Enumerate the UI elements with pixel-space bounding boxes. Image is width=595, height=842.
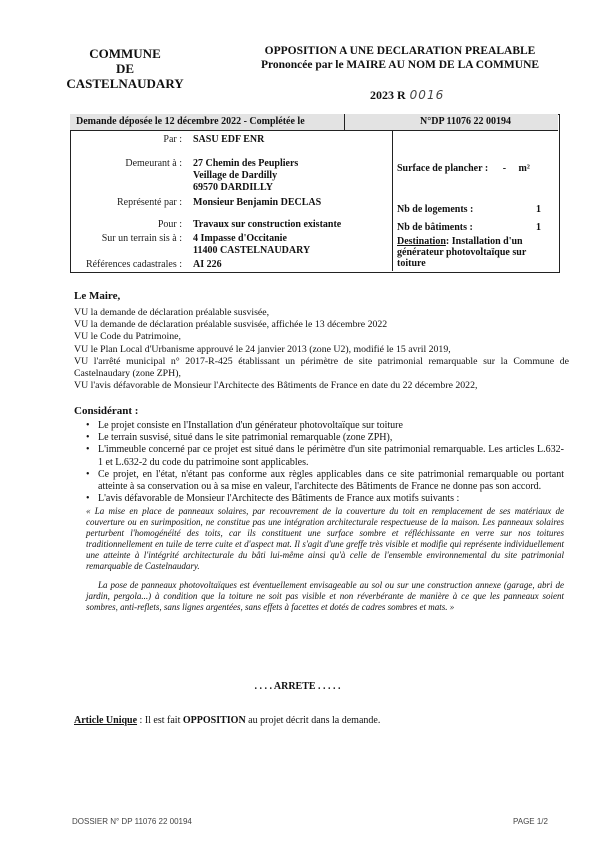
consideration-item: • Ce projet, en l'état, n'étant pas conforme aux règles applicables dans ce site patrimonial remarquable ou portant atteinte à sa conservation ou à sa mise en valeur, l'architecte des Bâtiments de France ne donne pas son accord. [98, 469, 564, 493]
site-line-2: 11400 CASTELNAUDARY [193, 245, 311, 256]
decision-year: 2023 R [370, 88, 406, 102]
consideration-item: • Le terrain susvisé, situé dans le site patrimonial remarquable (zone ZPH), [98, 432, 564, 444]
legal-basis-item: VU le Code du Patrimoine, [74, 331, 181, 343]
cadastral-value: AI 226 [193, 259, 222, 270]
legal-basis-item: VU le Plan Local d'Urbanisme approuvé le 24 janvier 2013 (zone U2), modifié le 15 avril 2019, [74, 343, 451, 355]
footer-file-number: DOSSIER N° DP 11076 22 00194 [72, 817, 192, 826]
representative-label: Représenté par : [117, 197, 182, 208]
purpose-value: Travaux sur construction existante [193, 219, 342, 230]
decision-title-line-2: Prononcée par le MAIRE AU NOM DE LA COMMUNE [260, 59, 540, 71]
legal-basis-item: VU l'arrêté municipal n° 2017-R-425 établissant un périmètre de site patrimonial remarquable sur la Commune de Castelnaudary (zone ZPH), [74, 355, 569, 380]
mayor-heading: Le Maire, [74, 290, 121, 302]
deposit-date: Demande déposée le 12 décembre 2022 - Complétée le [76, 116, 305, 127]
abf-opinion-quote-2: La pose de panneaux photovoltaïques est éventuellement envisageable au sol ou sur une construction annexe (garage, abri de jardin, pergola...) à condition que la toiture ne soit pas visible et non réverbérante de manière à ce que les panneaux soient sombres, anti-reflets, sans lignes argentées, sans effets à facettes et dotés de cadres sombres et mats. » [86, 580, 564, 613]
box-divider [392, 130, 393, 271]
decision-title-line-1: OPPOSITION A UNE DECLARATION PREALABLE [264, 45, 536, 57]
commune-line-3: CASTELNAUDARY [66, 76, 184, 91]
buildings-label: Nb de bâtiments : [397, 222, 473, 233]
considerations-heading: Considérant : [74, 405, 139, 417]
decree-heading: . . . . ARRETE . . . . . [254, 681, 341, 692]
address-label: Demeurant à : [125, 158, 182, 169]
legal-basis-item: VU la demande de déclaration préalable susvisée, [74, 307, 270, 318]
considerations-list [86, 420, 564, 613]
site-label: Sur un terrain sis à : [101, 233, 182, 244]
cadastral-label: Références cadastrales : [85, 259, 182, 270]
address-line-1: 27 Chemin des Peupliers [193, 158, 299, 169]
purpose-label: Pour : [157, 219, 182, 230]
application-info-header [70, 114, 558, 131]
article-text-post: au projet décrit dans la demande. [245, 715, 381, 726]
consideration-item: • L'immeuble concerné par ce projet est situé dans le périmètre d'un site patrimonial remarquable. Les articles L.632-1 et L.632-2 du code du patrimoine sont applicables. [98, 444, 564, 468]
article-unique [74, 715, 380, 726]
buildings-value: 1 [536, 222, 541, 233]
applicant-label: Par : [163, 134, 182, 145]
site-value [193, 233, 310, 257]
legal-basis-item: VU l'avis défavorable de Monsieur l'Architecte des Bâtiments de France en date du 22 décembre 2022, [74, 380, 478, 392]
article-text-pre: : Il est fait [137, 715, 183, 726]
commune-line-1: COMMUNE [89, 46, 161, 61]
site-line-1: 4 Impasse d'Occitanie [193, 233, 287, 244]
legal-basis-item: VU la demande de déclaration préalable susvisée, affichée le 13 décembre 2022 [74, 319, 388, 331]
floor-area [397, 163, 555, 174]
legal-basis-list [74, 307, 569, 392]
article-text-bold: OPPOSITION [182, 715, 246, 726]
commune-name [40, 46, 210, 91]
floor-area-unit: m² [518, 163, 530, 174]
address-line-3: 69570 DARDILLY [193, 182, 273, 193]
destination-value: : Installation d'un générateur photovoltaïque sur toiture [397, 236, 527, 269]
destination-label: Destination [397, 236, 446, 247]
representative-value: Monsieur Benjamin DECLAS [193, 197, 322, 208]
header-divider [344, 114, 345, 130]
address-value [193, 158, 298, 194]
consideration-item: • L'avis défavorable de Monsieur l'Architecte des Bâtiments de France aux motifs suivants : [98, 493, 564, 505]
destination [397, 236, 555, 269]
handwritten-number: 0016 [409, 88, 445, 102]
file-number: N°DP 11076 22 00194 [420, 116, 511, 127]
abf-opinion-quote: « La mise en place de panneaux solaires, par recouvrement de la couverture du toit en remplacement de ses matériaux de couverture ou en surimposition, ne constitue pas une intégration architecturale respectueuse de la maison. Les panneaux solaires perturbent l'homogénéité des toits, car ils constituent une surface sombre et réfléchissante en verre sur nos toitures traditionnellement en tuile de terre cuite et d'aspect mat. Il s'agit d'une greffe très visible et modifie qui représente individuellement une atteinte à l'intégrité architecturale du bâti lui-même ainsi qu'à celle de l'ensemble environnemental du site patrimonial remarquable de Castelnaudary. [86, 506, 564, 572]
dwellings-value: 1 [536, 204, 541, 215]
article-label: Article Unique [74, 715, 138, 726]
applicant-value: SASU EDF ENR [193, 134, 265, 145]
consideration-item: • Le projet consiste en l'Installation d'un générateur photovoltaïque sur toiture [98, 420, 564, 432]
floor-area-label: Surface de plancher : [397, 163, 489, 174]
floor-area-value: - [502, 163, 507, 174]
address-line-2: Veillage de Dardilly [193, 170, 278, 181]
decision-number [370, 88, 444, 103]
decision-title [240, 44, 560, 72]
commune-line-2: DE [115, 61, 135, 76]
page-number: PAGE 1/2 [513, 817, 548, 826]
dwellings-label: Nb de logements : [397, 204, 474, 215]
